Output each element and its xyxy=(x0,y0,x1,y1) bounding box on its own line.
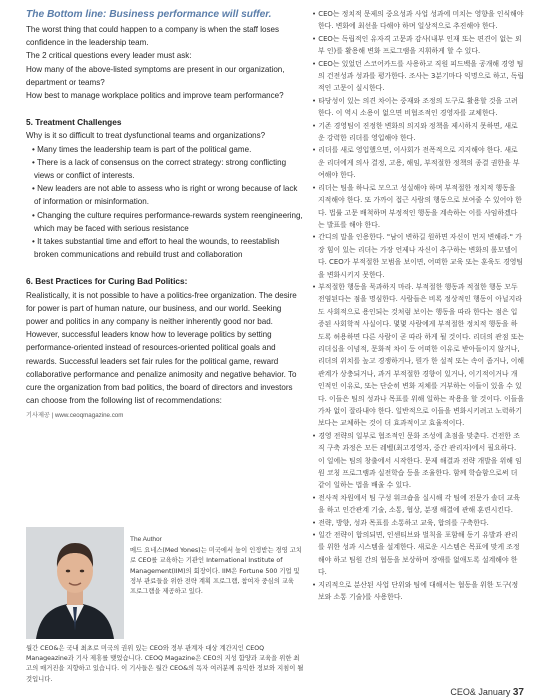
author-label: The Author xyxy=(130,536,162,543)
recommendation-bullet: • 간디의 말을 인용한다. "남이 변하길 원하면 자신이 먼저 변해라." 가장 힘이 있는 리더는 가장 언제나 자신이 추구하는 변화의 롤모델이다. CEO가 부적절한 모범을 보이면, 어떠한 교육 또는 훈육도 경영팀을 변화시키지 못한다. xyxy=(312,231,524,281)
treatment-bullet: • New leaders are not able to assess who is right or wrong because of lack of information or misinformation. xyxy=(26,182,304,208)
recommendation-bullet: • 리더는 팀을 하나로 모으고 성실해야 하며 부적절한 정치적 행동을 지적해야 한다. 또 가까이 접근 사람의 행동으로 보여줄 수 있어야 한다. 법률 고문 배척하며 부정적인 행동을 계속하는 이를 사임하겠다는 발표를 해야 한다. xyxy=(312,182,524,232)
page-number: 37 xyxy=(512,687,524,698)
right-column xyxy=(312,8,524,604)
author-bio-block xyxy=(130,535,302,597)
treatment-bullet: • Many times the leadership team is part of the political game. xyxy=(26,143,304,156)
bottom-line-paragraph: The worst thing that could happen to a company is when the staff loses confidence in the leadership team. xyxy=(26,25,280,48)
section-intro: Why is it so difficult to treat dysfunctional teams and organizations? xyxy=(26,131,266,141)
recommendation-bullet: • 전략, 방향, 성과 목표를 소통하고 교육, 합의를 구축한다. xyxy=(312,517,524,529)
partnership-note: 월간 CEO&은 국내 최초로 미국의 권위 있는 CEO와 정부 관계자 대상 계간지인 CEOQ Manageazine과 기사 제휴를 맺었습니다. CEOQ Magazine은 CEO의 지성 함양과 교육을 위한 최고의 매거진을 지향하고 있습니다. 이 기사들은 월간 CEO&의 독자 여러분께 유익한 정보와 지침이 될 것입니다. xyxy=(26,645,304,683)
author-box xyxy=(26,527,304,683)
left-column xyxy=(26,8,304,420)
page-folio xyxy=(450,687,524,698)
bottom-line-paragraph: The 2 critical questions every leader must ask: xyxy=(26,51,192,61)
author-bio: 메드 요네스(Med Yones)는 미국에서 높이 인정받는 경영 고치로 CEO를 교육하는 기관인 International Institute of Management(IIM)의 회장이다. IIM은 Fortune 500 기업 및 정부 관료들을 위한 전략 계획 프로그램, 참여자 중심의 교육 프로그램을 제공하고 있다. xyxy=(130,547,302,596)
recommendation-bullet: • 부적절한 행동을 묵과하지 마라. 부적절한 행동과 적절한 행동 모두 전염된다는 점을 명심한다. 사람들은 비록 정상적인 행동이 아닐지라도 사회적으로 용인되는 것처럼 보이는 행동을 따라 한다는 점은 입증된 사회학적 사실이다. 몇몇 사람에게 부적절한 정치적 행동을 하도록 허용하면 다른 사람이 곧 따라 하게 될 것이다. 리더의 관점 또는 리더십을 이념적, 문화적 차이 등 어떠한 이유로 받아들이지 않거나, 리더의 위치를 높고 경쟁하거나, 뭔가 한 설적 또는 속이 좁거나, 이해관계가 상충되거나, 과거 부적절한 경향이 있거나, 이기적이거나 개인적인 이유로, 또는 단순히 변화 저체를 거부하는 이들이 있을 수 있다. 이들은 팀의 성과나 목표를 위해 일하는 작용을 할 것이다. 이들을 가차 없이 잘라내야 한다. 일반적으로 이들을 변화시키려고 노력하기보다는 교체하는 것이 더 효과적이고 효율적이다. xyxy=(312,281,524,430)
recommendation-bullet: • 일간 전략이 합의되면, 인센티브와 벌칙을 포함해 동기 유발과 관리를 위한 성과 시스템을 설계한다. 새로운 시스템은 목표에 맞게 조정해야 하고 팀원 간의 협동을 보상하며 장애를 없애도록 설계해야 한다. xyxy=(312,529,524,579)
author-photo xyxy=(26,527,124,639)
recommendation-bullet: • CEO는 정치적 문제의 중요성과 사업 성과에 미치는 영향을 인식해야 한다. 변화에 최선을 다해야 하며 일상적으로 추진해야 한다. xyxy=(312,8,524,33)
recommendation-bullet: • 타당성이 있는 의견 차이는 중재와 조정의 도구로 활용할 것을 고려한다. 이 역시 소용이 없으면 비협조적인 경영자를 교체한다. xyxy=(312,95,524,120)
recommendation-bullet: • 지리적으로 분산된 사업 단위와 팀에 대해서는 협동을 위한 도구(정보와 소통 기술)를 사용한다. xyxy=(312,579,524,604)
recommendation-bullet: • CEO는 독립적인 유자격 고문과 감사(내부 인재 또는 편견이 없는 외부 인)를 활용해 변화 프로그램을 지휘하게 할 수 있다. xyxy=(312,33,524,58)
section-heading-treatment: 5. Treatment Challenges xyxy=(26,117,122,128)
author-portrait-icon xyxy=(26,527,124,639)
bottom-line-heading: The Bottom line: Business performance will suffer. xyxy=(26,9,272,20)
bottom-line-question: How many of the above-listed symptoms are present in our organization, department or teams? xyxy=(26,64,285,87)
treatment-bullet: • Changing the culture requires performance-rewards system reengineering, which may be faced with serious resistance xyxy=(26,209,304,235)
recommendation-bullet: • CEO는 있었던 스코어카드를 사용하고 직원 피드백을 공개해 경영 팀의 건전성과 성과를 평가한다. 조사는 3분기마다 익명으로 하고, 독립적인 고문이 실시한다. xyxy=(312,58,524,95)
section-body: Realistically, it is not possible to have a politics-free organization. The desire for power is part of human nature, our business, and our world. Seeking power and politics in any company is neither inherently good nor bad. However, successful leaders know how to leverage politics by setting performance-oriented instead of resources-oriented political goals and rewards. Successful leaders set fair rules for the political game, reward collaborative performance and penalize animosity and negative behavior. To cure the organization from bad politics, the board of directors and investors can choose from the following list of recommendations: xyxy=(26,290,297,406)
recommendation-bullet: • 전사적 차원에서 팀 구성 워크숍을 실시해 각 팀에 전문가 솔더 교육을 하고 인간관계 기술, 소통, 협상, 분쟁 해결에 관해 훈련시킨다. xyxy=(312,492,524,517)
recommendation-bullet: • 기존 경영팀이 진정한 변화의 의지와 정책을 제시하지 못하면, 새로운 강력한 리더를 영입해야 한다. xyxy=(312,120,524,145)
recommendation-bullet: • 리더를 새로 영입했으면, 이사회가 전폭적으로 지지해야 한다. 새로운 리더에게 의사 결정, 고용, 해임, 부적절한 정책의 종결 권한을 부여해야 한다. xyxy=(312,144,524,181)
recommendation-bullet: • 경영 전략의 일부로 협조적인 문화 조성에 초점을 맞춘다. 건전한 조직 구축 과정은 모든 레벨(최고경영자, 중간 관리자)에서 필요하다. 이 일에는 팀의 창출에서 시작한다. 문제 해결과 전략 개발을 위해 임원 코칭 프로그램과 실전학습 등을 조율한다. 함께 학습함으로써 더 같이 일하는 법을 배울 수 있다. xyxy=(312,430,524,492)
treatment-bullet: • There is a lack of consensus on the correct strategy: strong conflicting views or conflict of interests. xyxy=(26,156,304,182)
magazine-name: CEO& January xyxy=(450,687,511,697)
treatment-bullet: • It takes substantial time and effort to heal the wounds, to reestablish broken communications and rebuild trust and collaboration xyxy=(26,235,304,261)
source-caption: 기사제공 | www.ceoqmagazine.com xyxy=(26,412,124,420)
section-heading-best-practices: 6. Best Practices for Curing Bad Politics: xyxy=(26,276,188,287)
bottom-line-question: How best to manage workplace politics and improve team performance? xyxy=(26,91,284,101)
